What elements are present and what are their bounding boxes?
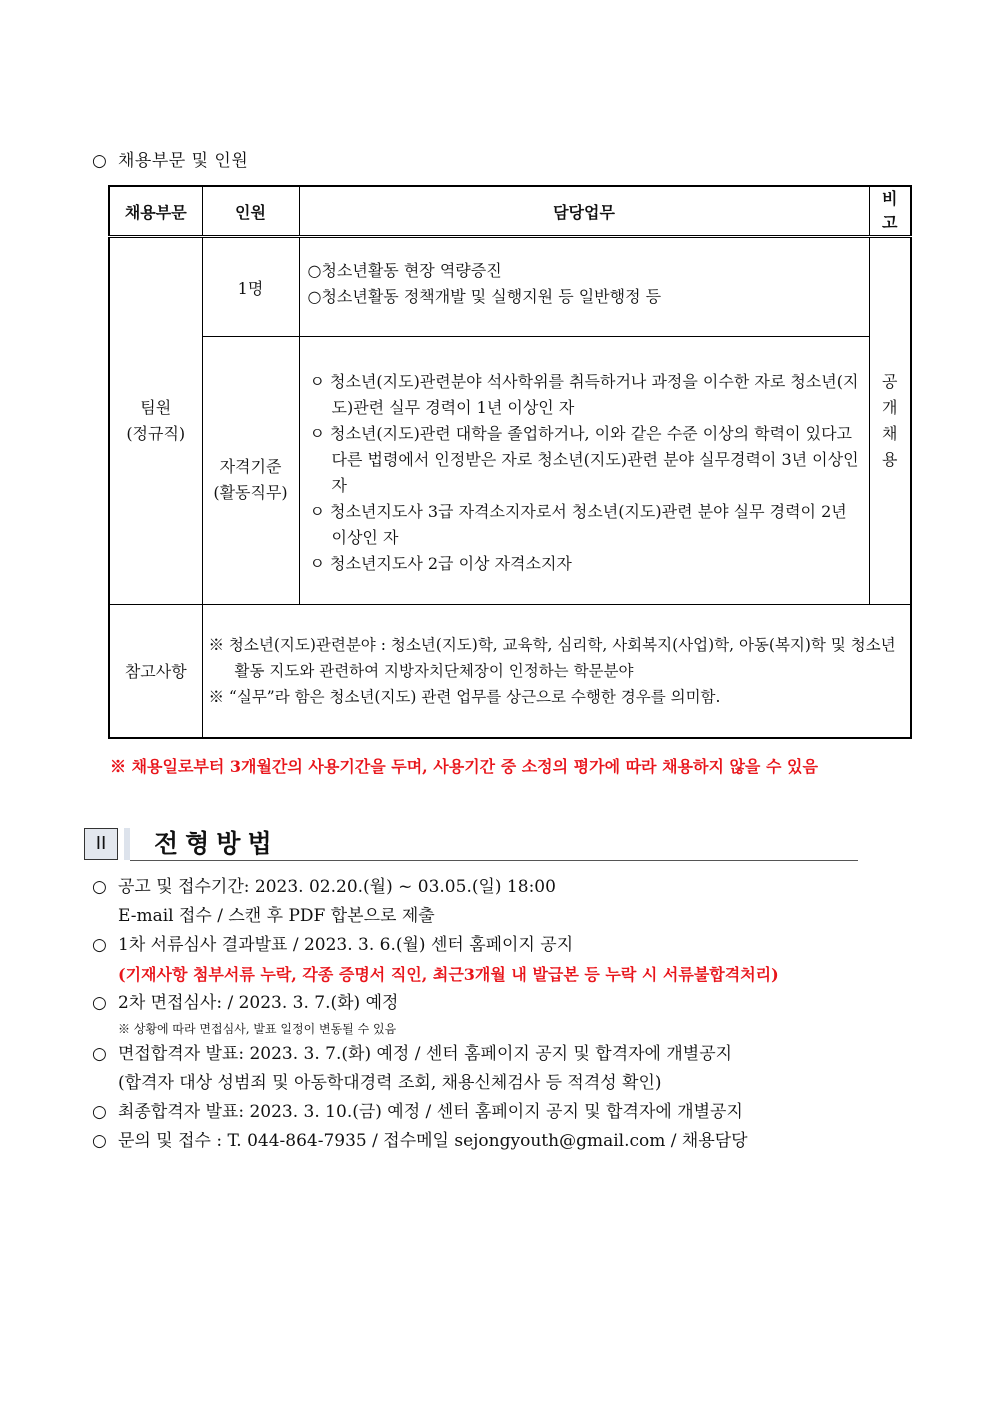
bullet-icon: ○ bbox=[92, 877, 107, 897]
table-header-row bbox=[109, 186, 911, 237]
remark-cell bbox=[869, 237, 911, 605]
qual-item: ㅇ 청소년(지도)관련 대학을 졸업하거나, 이와 같은 수준 이상의 학력이 있다고 다른 법령에서 인정받은 자로 청소년(지도)관련 분야 실무경력이 3년 이상인 자 bbox=[309, 423, 859, 495]
notes-cell bbox=[202, 605, 911, 738]
header-remark-text: 비고 bbox=[882, 189, 898, 232]
list-item bbox=[92, 989, 932, 1018]
table-row bbox=[109, 605, 911, 738]
remark-char: 용 bbox=[882, 450, 898, 469]
step-subtext: E-mail 접수 / 스캔 후 PDF 합본으로 제출 bbox=[118, 906, 435, 926]
step-text: 최종합격자 발표: 2023. 3. 10.(금) 예정 / 센터 홈페이지 공지 및 합격자에 개별공지 bbox=[118, 1102, 743, 1122]
bullet-icon: ○ bbox=[92, 993, 107, 1013]
bullet-icon: ○ bbox=[92, 1044, 107, 1064]
dept-line2: (정규직) bbox=[126, 424, 186, 443]
list-item bbox=[92, 873, 932, 902]
headcount-cell: 1명 bbox=[202, 237, 299, 337]
step-subtext: (합격자 대상 성범죄 및 아동학대경력 조회, 채용신체검사 등 적격성 확인) bbox=[118, 1073, 662, 1093]
section2-header bbox=[84, 828, 859, 862]
bullet-icon: ○ bbox=[92, 151, 108, 171]
header-dept: 채용부문 bbox=[109, 186, 202, 237]
section2-underline bbox=[130, 860, 858, 861]
remark-char: 채 bbox=[882, 424, 898, 443]
probation-note: ※ 채용일로부터 3개월간의 사용기간을 두며, 사용기간 중 소정의 평가에 따라 채용하지 않을 수 있음 bbox=[110, 757, 818, 776]
qual-item: ㅇ 청소년지도사 2급 이상 자격소지자 bbox=[309, 553, 572, 573]
list-item bbox=[92, 931, 932, 960]
section2-number: II bbox=[84, 828, 118, 860]
table-row bbox=[109, 337, 911, 605]
remark-char: 공 bbox=[882, 372, 898, 391]
qual-item: ㅇ 청소년지도사 3급 자격소지자로서 청소년(지도)관련 분야 실무 경력이 2년 이상인 자 bbox=[309, 501, 847, 547]
list-item bbox=[92, 1127, 932, 1156]
step-subtext: ※ 상황에 따라 면접심사, 발표 일정이 변동될 수 있음 bbox=[118, 1022, 397, 1036]
qual-label-line2: (활동직무) bbox=[213, 482, 288, 502]
qualifications-cell bbox=[299, 337, 869, 605]
step-text: 2차 면접심사: / 2023. 3. 7.(화) 예정 bbox=[118, 993, 399, 1013]
table-row bbox=[109, 237, 911, 337]
bullet-icon: ○ bbox=[92, 1131, 107, 1151]
section1-heading bbox=[92, 146, 248, 171]
notes-label-cell: 참고사항 bbox=[109, 605, 202, 738]
duty-item: ○청소년활동 정책개발 및 실행지원 등 일반행정 등 bbox=[307, 287, 662, 306]
step-text: 1차 서류심사 결과발표 / 2023. 3. 6.(월) 센터 홈페이지 공지 bbox=[118, 935, 574, 955]
section2-title: 전형방법 bbox=[154, 829, 279, 858]
section2-bar bbox=[124, 828, 130, 860]
dept-line1: 팀원 bbox=[140, 398, 172, 417]
list-item bbox=[92, 1040, 932, 1069]
note-item: ※ 청소년(지도)관련분야 : 청소년(지도)학, 교육학, 심리학, 사회복지(사업)학, 아동(복지)학 및 청소년활동 지도와 관련하여 지방자치단체장이 인정하는 학문분야 bbox=[208, 635, 896, 680]
list-item bbox=[92, 1098, 932, 1127]
qual-label-line1: 자격기준 bbox=[219, 456, 282, 476]
remark-char: 개 bbox=[882, 398, 898, 417]
header-duties: 담당업무 bbox=[299, 186, 869, 237]
selection-steps bbox=[92, 873, 932, 1156]
qual-label-cell bbox=[202, 337, 299, 605]
bullet-icon: ○ bbox=[92, 1102, 107, 1122]
header-headcount: 인원 bbox=[202, 186, 299, 237]
recruitment-table bbox=[108, 185, 912, 739]
duties-cell bbox=[299, 237, 869, 337]
section1-title: 채용부문 및 인원 bbox=[118, 151, 249, 171]
step-text: 면접합격자 발표: 2023. 3. 7.(화) 예정 / 센터 홈페이지 공지 및 합격자에 개별공지 bbox=[118, 1044, 733, 1064]
bullet-icon: ○ bbox=[92, 935, 107, 955]
duty-item: ○청소년활동 현장 역량증진 bbox=[307, 261, 502, 280]
step-warning: (기재사항 첨부서류 누락, 각종 증명서 직인, 최근3개월 내 발급본 등 누락 시 서류불합격처리) bbox=[118, 965, 779, 984]
note-item: ※ “실무”라 함은 청소년(지도) 관련 업무를 상근으로 수행한 경우를 의미함. bbox=[208, 687, 721, 706]
contact-text: 문의 및 접수 : T. 044-864-7935 / 접수메일 sejongyouth@gmail.com / 채용담당 bbox=[118, 1131, 748, 1151]
dept-cell bbox=[109, 237, 202, 605]
qual-item: ㅇ 청소년(지도)관련분야 석사학위를 취득하거나 과정을 이수한 자로 청소년(지도)관련 실무 경력이 1년 이상인 자 bbox=[309, 371, 859, 417]
step-text: 공고 및 접수기간: 2023. 02.20.(월) ~ 03.05.(일) 18:00 bbox=[118, 877, 556, 897]
header-remark bbox=[869, 186, 911, 237]
